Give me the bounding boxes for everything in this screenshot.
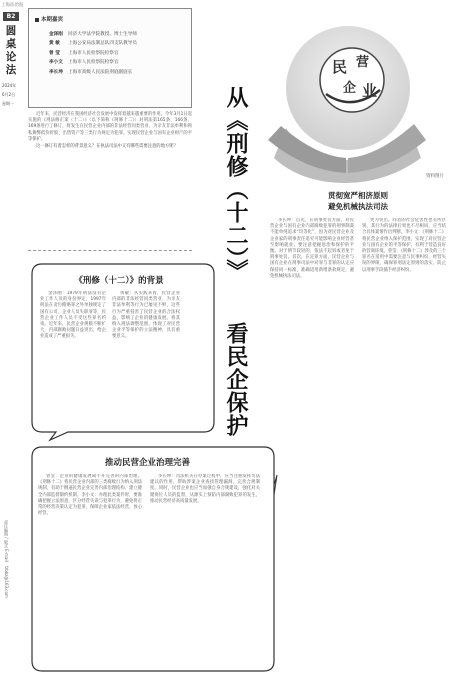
divider xyxy=(28,250,192,251)
guest-row xyxy=(49,49,189,58)
guest-title: 同济大学法学院教授、博士生导师 xyxy=(68,32,137,37)
guest-name: 黄 敏 xyxy=(49,41,60,47)
intro-paragraph: 这一修订有着怎样的背景意义？在执法司法中又有哪些需要注意的地方呢？ xyxy=(36,144,178,150)
guest-title: 上海公安局法制总队四支队教导员 xyxy=(68,41,137,47)
issue-date: 6月2日 xyxy=(2,92,16,97)
guest-name: 李长坤 xyxy=(49,69,63,75)
main-headline-line-1: 从《刑修（十二）》 xyxy=(223,86,249,282)
photo-credit: 资料图片 xyxy=(426,174,444,179)
sub-feature-column-left xyxy=(270,218,354,528)
article-paragraph: 李长坤：首先，在刑事处罚方面，对民营企业与国有企业内部腐败犯罪的刑事制裁不能单纯追求“均等化”，因为对民营企业及企业家的刑事责任追究可能影响企业经营甚至影响就业，要注意把握惩治和保护的平衡。对于情节较轻的，依法不起诉或者免于刑事处罚。其次，在定罪方面，民营企业与国有企业在刑事司法中对罪与非罪的认定应保持同一标准，准确适用新增条款规定，避免机械执法司法。 xyxy=(270,218,354,279)
article-paragraph: 金泽刚：1979年刑法没有企业工作人员的身份界定，1997年刑法在贪污贿赂罪之外单独规定了国有公司、企业人员失职罪等，民营企业工作人员不受这些罪名约束。近年来，民营企业规模不断扩大，内部腐败问题日益突出，给企业造成了严重损失。 xyxy=(40,291,106,340)
main-headline xyxy=(222,86,252,502)
guests-panel xyxy=(28,8,192,108)
section-number: B2 xyxy=(3,12,19,21)
guest-title: 上海市人民检察院检察官 xyxy=(68,50,119,56)
guest-name: 金泽刚 xyxy=(49,32,63,37)
guest-name: 李小文 xyxy=(49,60,63,66)
article-paragraph: 曾莹：企业的健康发展离不开完善的内部治理。《刑修十二》将民营企业内部的三类腐败行为纳入刑法规制，有助于倒逼民营企业完善内部治理结构，建立健全内部监督制约机制。李小文：办理此类案件时，要准确把握立法原意，区分经营失误与犯罪行为，避免将正常的经营决策认定为犯罪，保障企业家依法经营、放心经营。 xyxy=(38,474,142,517)
section-name-line-1: 圆桌 xyxy=(5,25,17,50)
intro-text xyxy=(28,112,192,242)
guest-title: 上海市人民检察院检察官 xyxy=(68,60,119,66)
logo-char-ying: 营 xyxy=(356,55,370,70)
guest-name: 曾 莹 xyxy=(49,50,60,56)
issue-day: 星期一 xyxy=(2,101,14,106)
guest-row xyxy=(49,39,189,48)
guest-title: 上海市高级人民法院刑庭副庭长 xyxy=(68,69,133,75)
article-paragraph: 更为突出。同者的社会危害性也有所区别，其行为的法律后果也不尽相同，应当结合具体案情作出判断。李小文：《刑修十二》将民营企业纳入保护范围，实现了对民营企业与国有企业的平等保护，有利于营造良好的营商环境。曾莹：《刑修十二》涉及的三个罪名在适用中需要注意与民事纠纷、经营失误的界限，确保罪刑法定原则的落实，防止以刑事手段插手经济纠纷。 xyxy=(362,218,446,273)
logo-char-qi: 企 xyxy=(343,81,357,96)
background-column-1 xyxy=(40,291,106,431)
background-section-title: 《刑修（十二）》的背景 xyxy=(74,276,164,286)
section-name xyxy=(3,25,19,77)
article-paragraph: 黄敏：从实践来看，民营企业内部的非法经营同类营业、为亲友非法牟利等行为已屡见不鲜，这些行为严重侵害了民营企业的合法权益，影响了企业的健康发展。将其纳入刑法调整范围，体现了对民营企业平等保护的立法精神，具有重要意义。 xyxy=(112,291,180,340)
governance-column-1 xyxy=(38,474,142,670)
sub-title-line-1: 贯彻宽严相济原则 xyxy=(328,191,388,200)
governance-column-2 xyxy=(150,474,260,670)
rail-footer: 责任编辑 / 版式 E-mail：fzbbz@163.com xyxy=(4,520,9,598)
governance-section-title: 推动民营企业治理完善 xyxy=(104,458,190,468)
guest-row xyxy=(49,68,189,77)
sub-title-line-2: 避免机械执法司法 xyxy=(328,202,388,211)
guest-row xyxy=(49,58,189,67)
main-headline-line-2: 看民企保护 xyxy=(223,322,249,437)
masthead: 上海法治报 xyxy=(1,3,24,8)
governance-title-wrap xyxy=(80,450,215,469)
logo-char-ye: 业 xyxy=(362,82,378,100)
article-paragraph: 李长坤：司法机关在办案过程中，应当注重发挥司法建议的作用，帮助涉案企业查找管理漏洞，完善合规制度。同时，民营企业也应当加强自身合规建设，强化对关键岗位人员的监督，从源头上预防内部腐败犯罪的发生，推动民营经济高质量发展。 xyxy=(150,474,260,504)
background-column-2 xyxy=(112,291,180,431)
logo-char-min: 民 xyxy=(332,58,348,76)
background-title-wrap xyxy=(44,268,194,287)
sub-feature-column-right xyxy=(362,218,446,563)
guest-list xyxy=(49,30,189,77)
sub-feature-title xyxy=(270,190,446,212)
intro-paragraph: 近年来，民营经济在我国经济社会发展中发挥着越来越重要的作用。今年3月1日起实施的《刑法修正案（十二）》（以下简称《刑修十二》）对刑法第165条、166条、169条进行了修订，将发生在民营企业内部的非法经营同类营业、为亲友非法牟利和徇私舞弊低价折股、出售资产等三类行为规定为犯罪。实现民营企业与国有企业财产的平等保护。 xyxy=(28,112,192,142)
guests-title: 本期嘉宾 xyxy=(35,15,63,23)
left-rail xyxy=(0,0,23,676)
section-name-line-2: 论法 xyxy=(5,51,17,76)
issue-year: 2024年 xyxy=(2,83,17,88)
guest-row xyxy=(49,30,189,39)
